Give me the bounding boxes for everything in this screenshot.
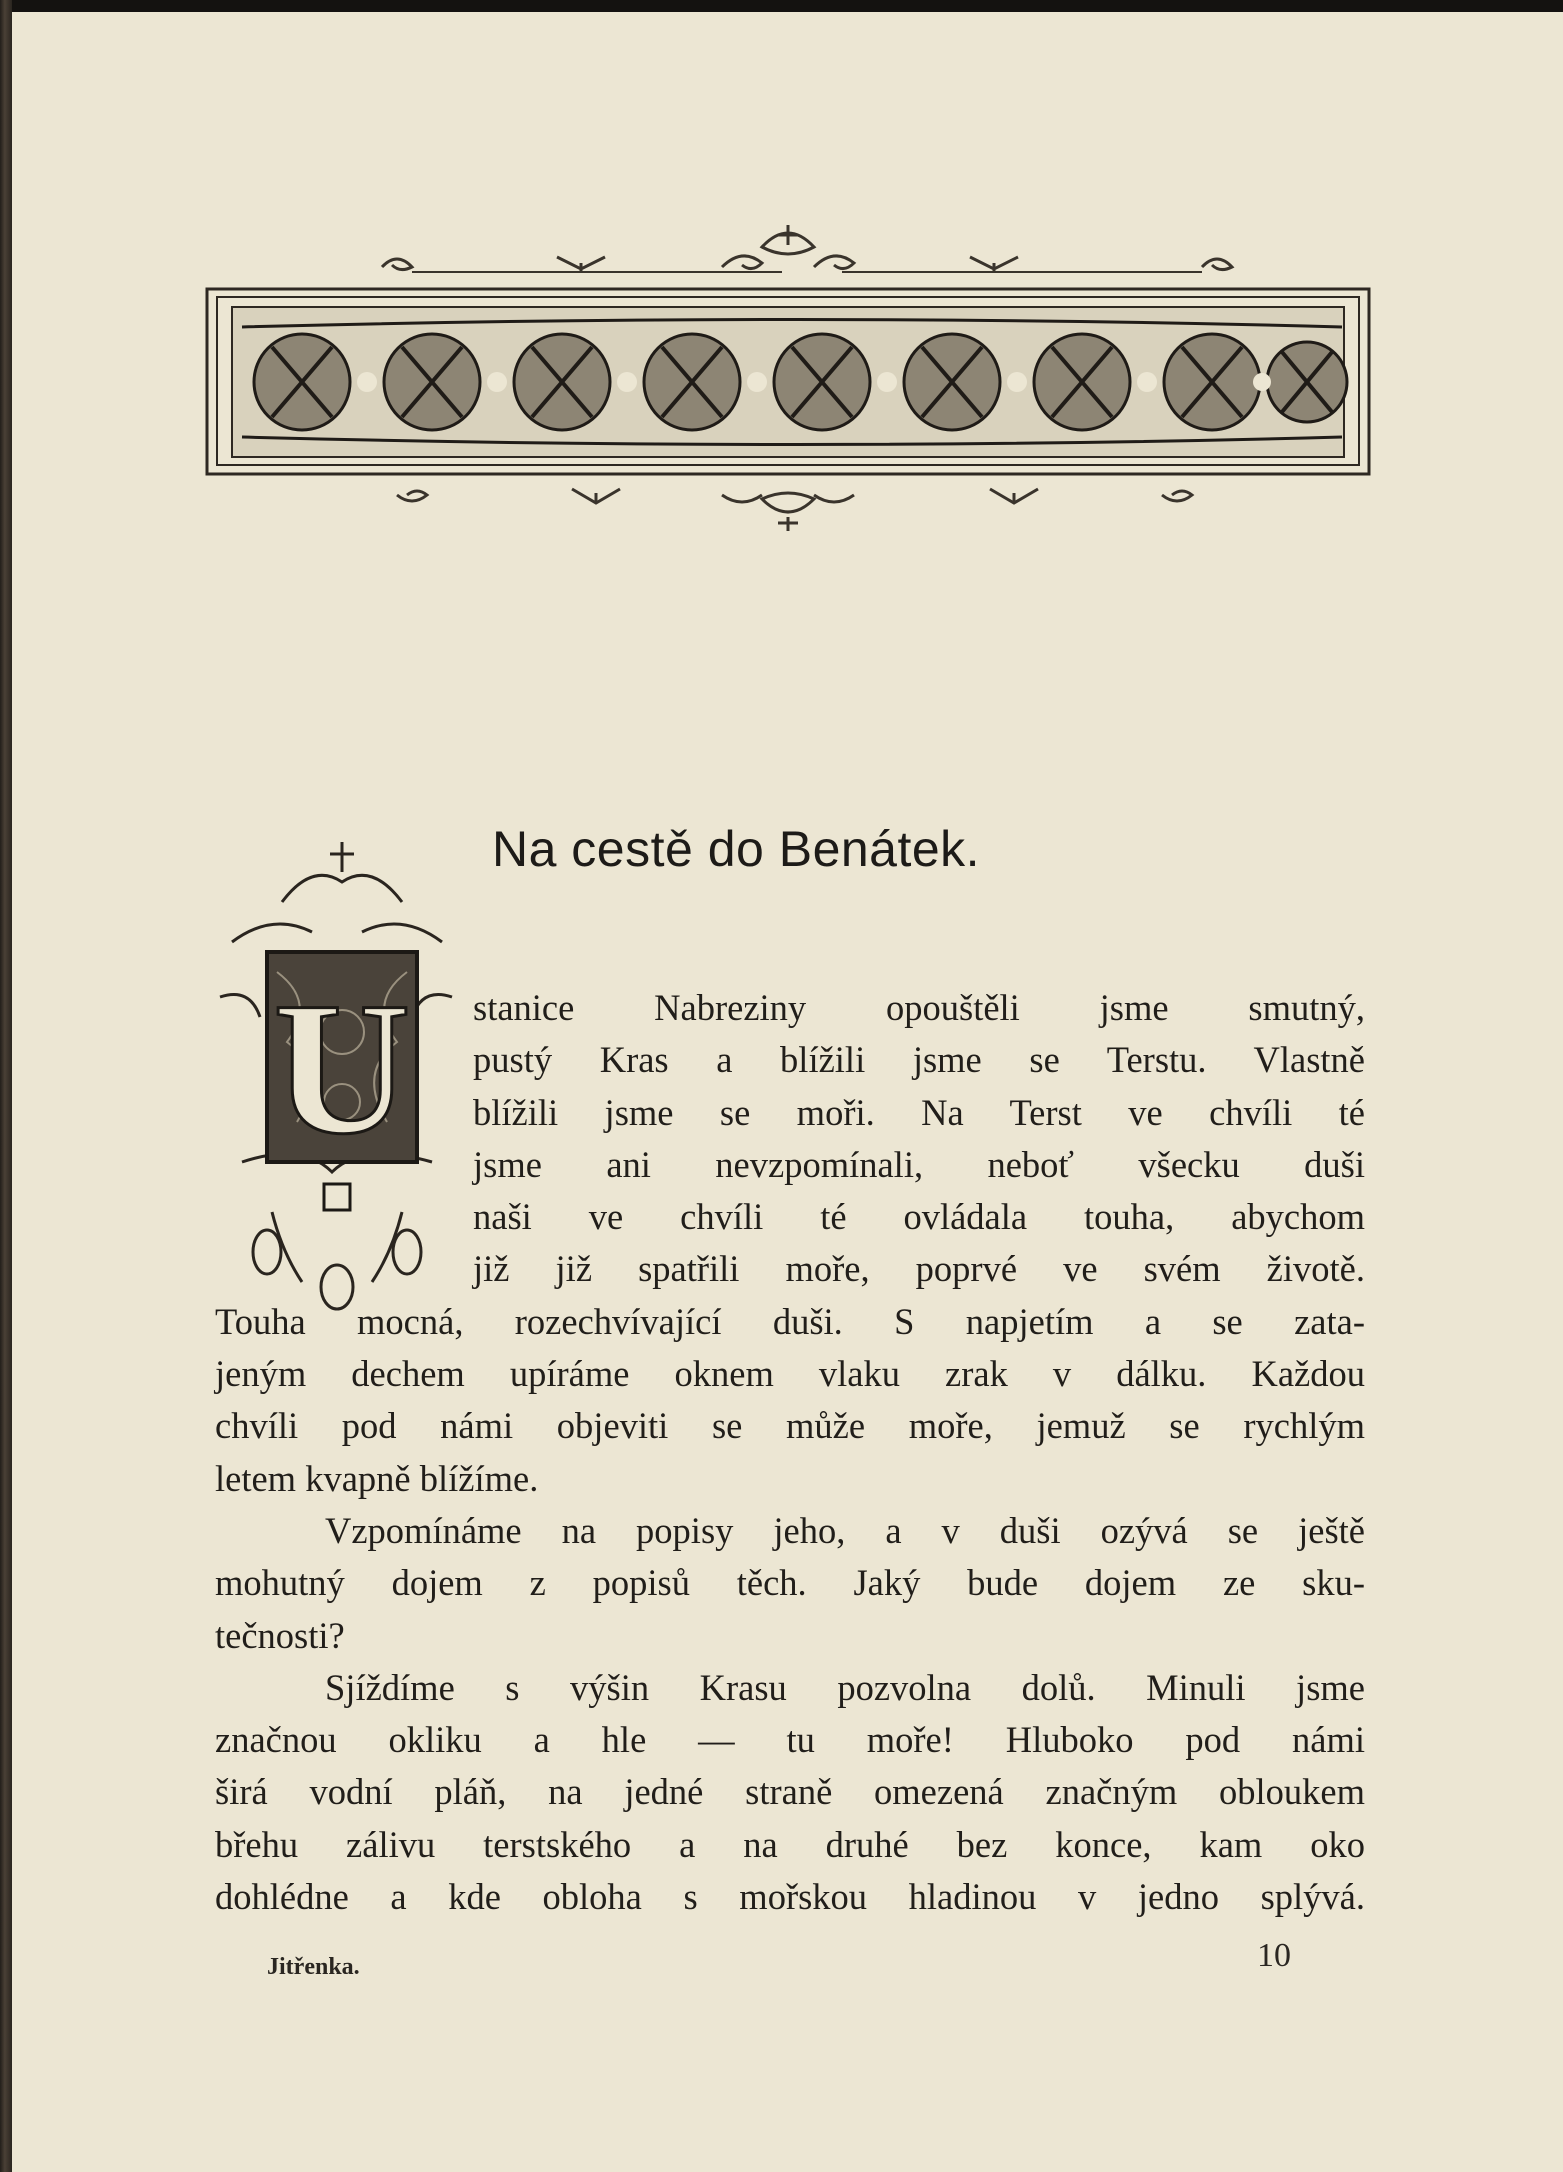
text-line: naši ve chvíli té ovládala touha, abychom xyxy=(473,1196,1365,1238)
body-text xyxy=(215,982,1365,1923)
text-line: pustý Kras a blížili jsme se Terstu. Vlastně xyxy=(473,1039,1365,1081)
text-line: Touha mocná, rozechvívající duši. S napjetím a se zata- xyxy=(215,1300,1365,1342)
text-line: tečnosti? xyxy=(215,1614,345,1656)
text-line: chvíli pod námi objeviti se může moře, jemuž se rychlým xyxy=(215,1405,1365,1447)
text-line: Sjíždíme s výšin Krasu pozvolna dolů. Minuli jsme xyxy=(325,1666,1365,1708)
page-number: 10 xyxy=(1257,1937,1291,1974)
ornamental-headpiece xyxy=(202,217,1374,532)
text-line: stanice Nabreziny opouštěli jsme smutný, xyxy=(473,987,1365,1028)
text-line: jeným dechem upíráme oknem vlaku zrak v dálku. Každou xyxy=(215,1353,1365,1395)
page xyxy=(12,12,1563,2172)
text-line: dohlédne a kde obloha s mořskou hladinou v jedno splývá. xyxy=(215,1876,1365,1918)
text-line: blížili jsme se moři. Na Terst ve chvíli té xyxy=(473,1091,1365,1133)
text-line: značnou okliku a hle — tu moře! Hluboko pod námi xyxy=(215,1719,1365,1761)
signature-mark: Jitřenka. xyxy=(267,1954,360,1980)
text-line: již již spatřili moře, poprvé ve svém životě. xyxy=(473,1248,1365,1290)
chapter-title: Na cestě do Benátek. xyxy=(492,821,981,877)
text-line: jsme ani nevzpomínali, neboť všecku duši xyxy=(473,1143,1365,1185)
drop-cap-letter: U xyxy=(273,964,411,1174)
text-line: mohutný dojem z popisů těch. Jaký bude dojem ze sku- xyxy=(215,1562,1365,1604)
text-line: Vzpomínáme na popisy jeho, a v duši ozývá se ještě xyxy=(325,1509,1365,1551)
text-line: širá vodní pláň, na jedné straně omezená značným obloukem xyxy=(215,1771,1365,1813)
book-spine xyxy=(0,0,12,2172)
text-line: břehu zálivu terstského a na druhé bez konce, kam oko xyxy=(215,1823,1365,1865)
text-line: letem kvapně blížíme. xyxy=(215,1457,539,1499)
